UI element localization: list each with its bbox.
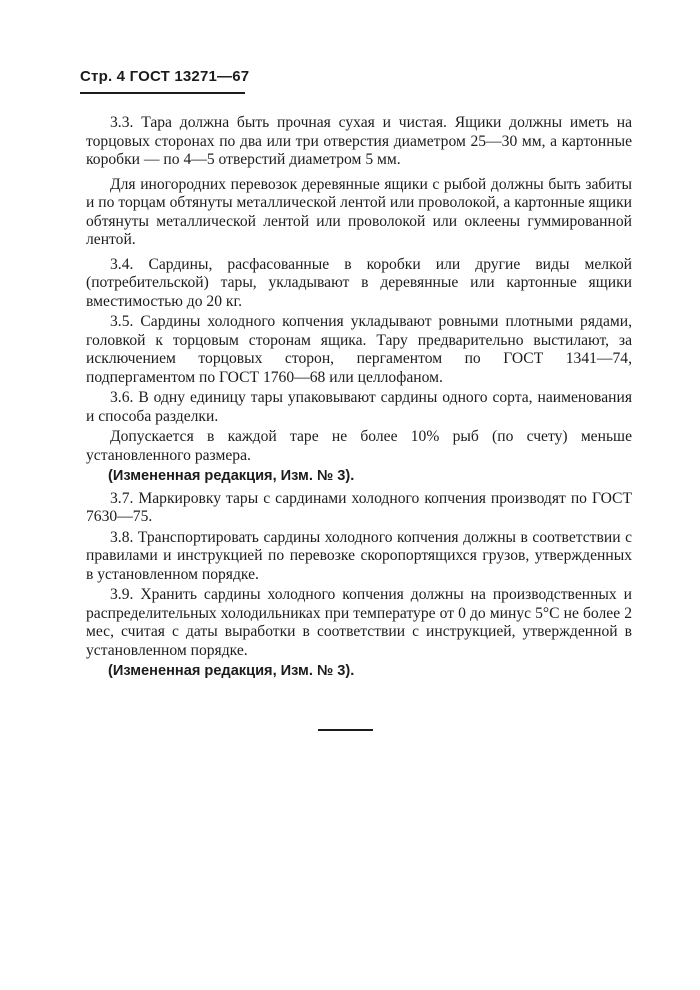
paragraph-3-9: 3.9. Хранить сардины холодного копчения должны на производственных и распределительных холодильниках при температуре от 0 до минус 5°С не более 2 мес, считая с даты выработки в соответствии с инструкцией, утвержденной в установленном порядке. [86, 586, 632, 659]
header-rule [80, 92, 245, 94]
paragraph-3-8: 3.8. Транспортировать сардины холодного копчения должны в соответствии с правилами и инструкцией по перевозке скоропортящихся грузов, утвержденных в установленном порядке. [86, 528, 632, 583]
amendment-note-1: (Измененная редакция, Изм. № 3). [108, 468, 355, 484]
paragraph-3-5: 3.5. Сардины холодного копчения укладывают ровными плотными рядами, головкой к торцовым сторонам ящика. Тару предварительно выстилают, за исключением торцовых сторон, пергаментом по ГОСТ 1341—74, подпергаментом по ГОСТ 1760—68 или целлофаном. [86, 313, 632, 386]
document-body [86, 114, 632, 685]
paragraph-intercity-transport: Для иногородних перевозок деревянные ящики с рыбой должны быть забиты и по торцам обтянуты металлической лентой или проволокой, а картонные ящики обтянуты металлической лентой или проволокой или оклеены гуммированной лентой. [86, 175, 632, 248]
paragraph-3-4: 3.4. Сардины, расфасованные в коробки или другие виды мелкой (потребительской) тары, укладывают в деревянные или картонные ящики вместимостью до 20 кг. [86, 255, 632, 310]
paragraph-3-6: 3.6. В одну единицу тары упаковывают сардины одного сорта, наименования и способа разделки. [86, 389, 632, 425]
paragraph-3-7: 3.7. Маркировку тары с сардинами холодного копчения производят по ГОСТ 7630—75. [86, 489, 632, 525]
page-header: Стр. 4 ГОСТ 13271—67 [80, 68, 250, 85]
paragraph-3-3: 3.3. Тара должна быть прочная сухая и чистая. Ящики должны иметь на торцовых сторонах по два или три отверстия диаметром 25—30 мм, а картонные коробки — по 4—5 отверстий диаметром 5 мм. [86, 114, 632, 168]
end-rule [318, 729, 373, 731]
amendment-note-2: (Измененная редакция, Изм. № 3). [108, 663, 355, 679]
paragraph-allowance: Допускается в каждой таре не более 10% рыб (по счету) меньше установленного размера. [86, 428, 632, 464]
